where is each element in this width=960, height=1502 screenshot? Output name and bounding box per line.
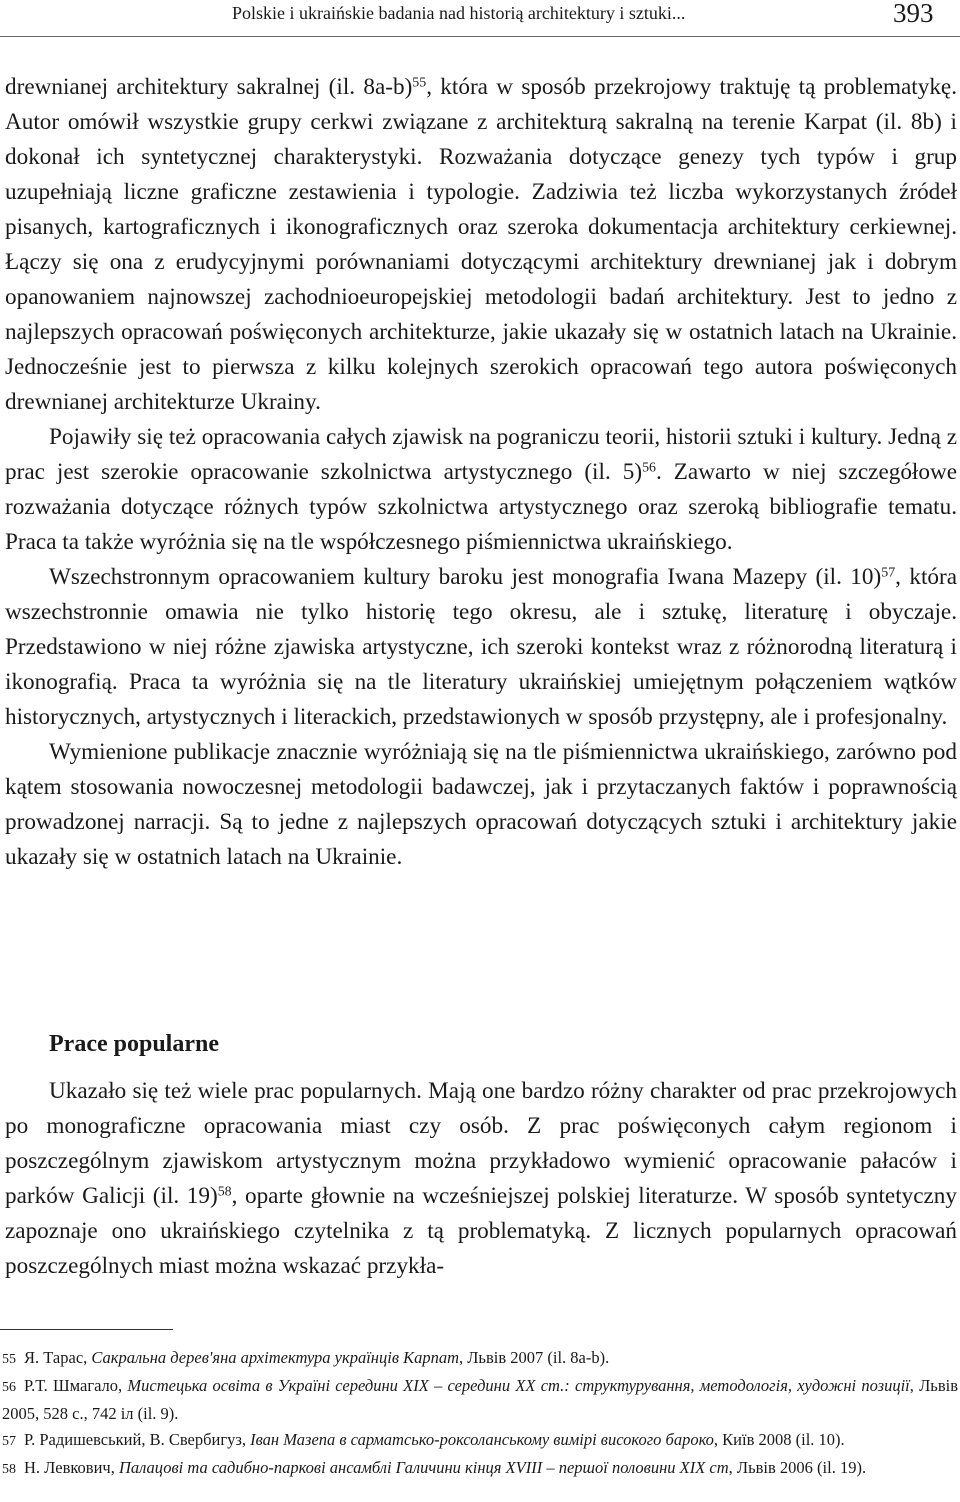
paragraph-text: Ukazało się też wiele prac popularnych. Mają one bardzo różny charakter od prac przekrojowych po monograficzne opracowania miast czy osób. Z prac poświęconych całym regionom i poszczególnym zjawiskom artystycznym można przykładowo wymienić opracowanie pałaców i parków Galicji (il. 19): [5, 1078, 957, 1209]
running-header: [0, 0, 960, 36]
footnote-author: Я. Тарас,: [24, 1348, 92, 1367]
running-title: Polskie i ukraińskie badania nad historią architektury i sztuki...: [232, 3, 686, 23]
body-text: [5, 70, 957, 875]
footnote-57: [2, 1427, 958, 1455]
section-heading: Prace popularne: [49, 1031, 219, 1057]
paragraph: [5, 420, 957, 560]
footnote-number: 55: [2, 1352, 17, 1367]
footnote-details: , Київ 2008 (il. 10).: [713, 1430, 845, 1449]
footnote-author: Н. Левкович,: [24, 1458, 119, 1477]
footnotes: [2, 1345, 958, 1483]
footnote-ref-55[interactable]: 55: [412, 75, 427, 91]
footnote-55: [2, 1345, 958, 1373]
footnote-title: Палацові та садибно-паркові ансамблі Галичини кінця XVIII – першої половини XIX ст: [118, 1458, 729, 1477]
footnote-details: , Львів 2006 (il. 19).: [728, 1458, 867, 1477]
paragraph: [5, 70, 957, 420]
footnote-58: [2, 1455, 958, 1483]
paragraph-text: Pojawiły się też opracowania całych zjawisk na pograniczu teorii, historii sztuki i kultury. Jedną z prac jest szerokie opracowanie szkolnictwa artystycznego (il. 5): [5, 424, 957, 485]
footnote-author: Р.Т. Шмагало,: [24, 1376, 128, 1395]
footnote-rule: [0, 1329, 173, 1330]
footnote-ref-57[interactable]: 57: [881, 565, 896, 581]
paragraph: [5, 735, 957, 875]
paragraph-text: Wszechstronnym opracowaniem kultury baroku jest monografia Iwana Mazepy (il. 10): [49, 564, 882, 590]
footnote-number: 56: [2, 1380, 17, 1395]
footnote-details: , Львів 2005, 528 с., 742 іл (il. 9).: [2, 1376, 958, 1423]
page-number: 393: [893, 0, 934, 28]
header-rule: [0, 36, 960, 37]
section-body-text: [5, 1074, 957, 1284]
footnote-ref-56[interactable]: 56: [642, 460, 656, 476]
footnote-author: Р. Радишевський, В. Свербигуз,: [24, 1430, 251, 1449]
footnote-number: 58: [2, 1462, 17, 1477]
paragraph: [5, 560, 957, 735]
paragraph-text: , która w sposób przekrojowy traktuję tą problematykę. Autor omówił wszystkie grupy cerkwi związane z architekturą sakralną na terenie Karpat (il. 8b) i dokonał ich syntetycznej charakterystyki. Rozważania dotyczące genezy tych typów i grup uzupełniają liczne graficzne zestawienia i typologie. Zadziwia też liczba wykorzystanych źródeł pisanych, kartograficznych i ikonograficznych oraz szeroka dokumentacja architektury cerkiewnej. Łączy się ona z erudycyjnymi porównaniami dotyczącymi architektury drewnianej jak i dobrym opanowaniem najnowszej zachodnioeuropejskiej metodologii badań architektury. Jest to jedno z najlepszych opracowań poświęconych architekturze, jakie ukazały się w ostatnich latach na Ukrainie. Jednocześnie jest to pierwsza z kilku kolejnych szerokich opracowań tego autora poświęconych drewnianej architekturze Ukrainy.: [5, 74, 957, 415]
footnote-details: , Львів 2007 (il. 8a-b).: [458, 1348, 610, 1367]
footnote-ref-58[interactable]: 58: [217, 1184, 232, 1200]
footnote-title: Іван Мазепа в сарматсько-роксоланському вимірі високого бароко: [250, 1430, 714, 1449]
paragraph-text: . Zawarto w niej szczegółowe rozważania dotyczące różnych typów szkolnictwa artystycznego oraz szeroką bibliografie tematu. Praca ta także wyróżnia się na tle współczesnego piśmiennictwa ukraińskiego.: [5, 459, 957, 555]
footnote-title: Мистецька освіта в Україні середини XIX – середини XX ст.: структурування, методологія, художні позиції: [127, 1376, 910, 1395]
paragraph-text: drewnianej architektury sakralnej (il. 8a-b): [5, 74, 413, 100]
footnote-56: [2, 1373, 958, 1427]
footnote-number: 57: [2, 1434, 17, 1449]
paragraph-text: Wymienione publikacje znacznie wyróżniają się na tle piśmiennictwa ukraińskiego, zarówno pod kątem stosowania nowoczesnej metodologii badawczej, jak i przytaczanych faktów i poprawnością prowadzonej narracji. Są to jedne z najlepszych opracowań dotyczących sztuki i architektury jakie ukazały się w ostatnich latach na Ukrainie.: [5, 739, 957, 870]
footnote-title: Сакральна дерев'яна архітектура українців Карпат: [91, 1348, 459, 1367]
paragraph: [5, 1074, 957, 1284]
paragraph-text: , oparte głownie na wcześniejszej polskiej literaturze. W sposób syntetyczny zapoznaje ono ukraińskiego czytelnika z tą problematyką. Z licznych popularnych opracowań poszczególnych miast można wskazać przykła-: [5, 1183, 957, 1279]
paragraph-text: , która wszechstronnie omawia nie tylko historię tego okresu, ale i sztukę, literaturę i obyczaje. Przedstawiono w niej różne zjawiska artystyczne, ich szeroki kontekst wraz z różnorodną literaturą i ikonografią. Praca ta wyróżnia się na tle literatury ukraińskiej umiejętnym połączeniem wątków historycznych, artystycznych i literackich, przedstawionych w sposób przystępny, ale i profesjonalny.: [5, 564, 957, 730]
